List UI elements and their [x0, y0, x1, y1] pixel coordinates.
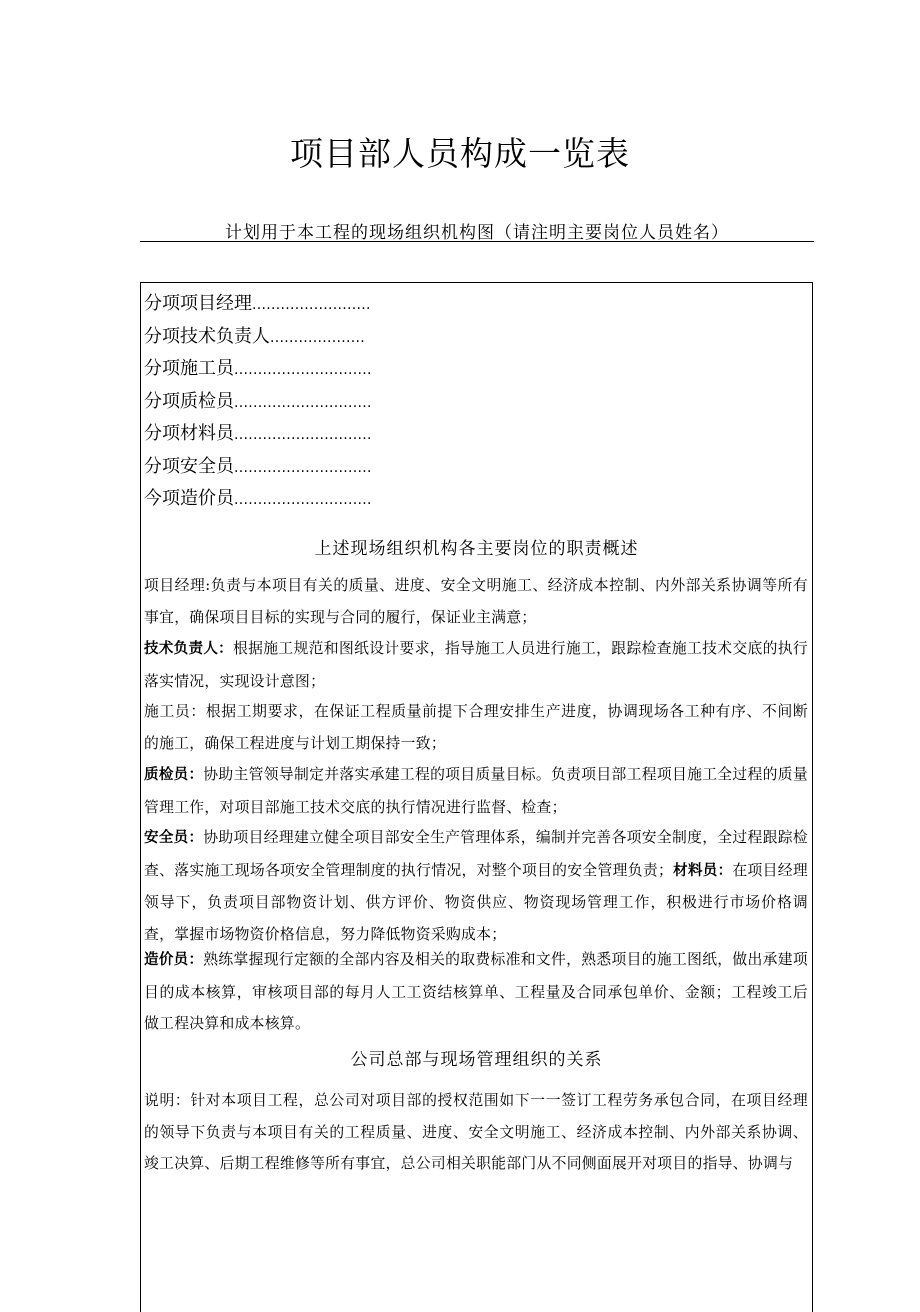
- role-item-project-manager: 分项项目经理.........................: [144, 293, 371, 314]
- relation-heading: 公司总部与现场管理组织的关系: [350, 1050, 603, 1070]
- org-structure-box: [140, 282, 813, 1312]
- org-chart-subtitle: 计划用于本工程的现场组织机构图（请注明主要岗位人员姓名）: [225, 223, 729, 243]
- duty-project-manager: 项目经理:负责与本项目有关的质量、进度、安全文明施工、经济成本控制、内外部关系协调等所有事宜，确保项目目标的实现与合同的履行，保证业主满意；: [144, 577, 808, 626]
- duties-heading: 上述现场组织机构各主要岗位的职责概述: [314, 539, 639, 559]
- subtitle-underline: [140, 241, 814, 242]
- duty-quality: 质检员：协助主管领导制定并落实承建工程的项目质量目标。负责项目部工程项目施工全过程的质量管理工作，对项目部施工技术交底的执行情况进行监督、检查；: [144, 766, 808, 816]
- role-item-construction: 分项施工员.............................: [144, 358, 372, 379]
- duty-safety-and-materials: 安全员：协助项目经理建立健全项目部安全生产管理体系，编制并完善各项安全制度，全过程跟踪检查、落实施工现场各项安全管理制度的执行情况，对整个项目的安全管理负责；材料员：在项目经理领导下，负责项目部物资计划、供方评价、物资供应、物资现场管理工作，积极进行市场价格调查，掌握市场物资价格信息，努力降低物资采购成本；: [144, 829, 808, 943]
- duty-construction: 施工员：根据工期要求，在保证工程质量前提下合理安排生产进度，协调现场各工种有序、不间断的施工，确保工程进度与计划工期保持一致；: [144, 703, 809, 752]
- role-item-materials: 分项材料员.............................: [144, 423, 372, 444]
- role-item-technical-lead: 分项技术负责人....................: [144, 325, 366, 347]
- role-list: [144, 288, 372, 516]
- duty-technical-lead: 技术负责人：根据施工规范和图纸设计要求，指导施工人员进行施工，跟踪检查施工技术交底的执行落实情况，实现设计意图；: [144, 640, 808, 690]
- duty-cost: 造价员：熟练掌握现行定额的全部内容及相关的取费标准和文件，熟悉项目的施工图纸，做出承建项目的成本核算，审核项目部的每月人工工资结核算单、工程量及合同承包单价、金额；工程竣工后做工程决算和成本核算。: [144, 951, 808, 1032]
- relation-description: 说明：针对本项目工程，总公司对项目部的授权范围如下一一签订工程劳务承包合同，在项目经理的领导下负责与本项目有关的工程质量、进度、安全文明施工、经济成本控制、内外部关系协调、竣工决算、后期工程维修等所有事宜，总公司相关职能部门从不同侧面展开对项目的指导、协调与: [144, 1092, 808, 1172]
- role-item-safety: 分项安全员.............................: [144, 455, 372, 477]
- role-item-cost: 今项造价员.............................: [144, 488, 372, 509]
- page-title: 项目部人员构成一览表: [290, 134, 630, 173]
- role-item-quality: 分项质检员.............................: [144, 390, 372, 412]
